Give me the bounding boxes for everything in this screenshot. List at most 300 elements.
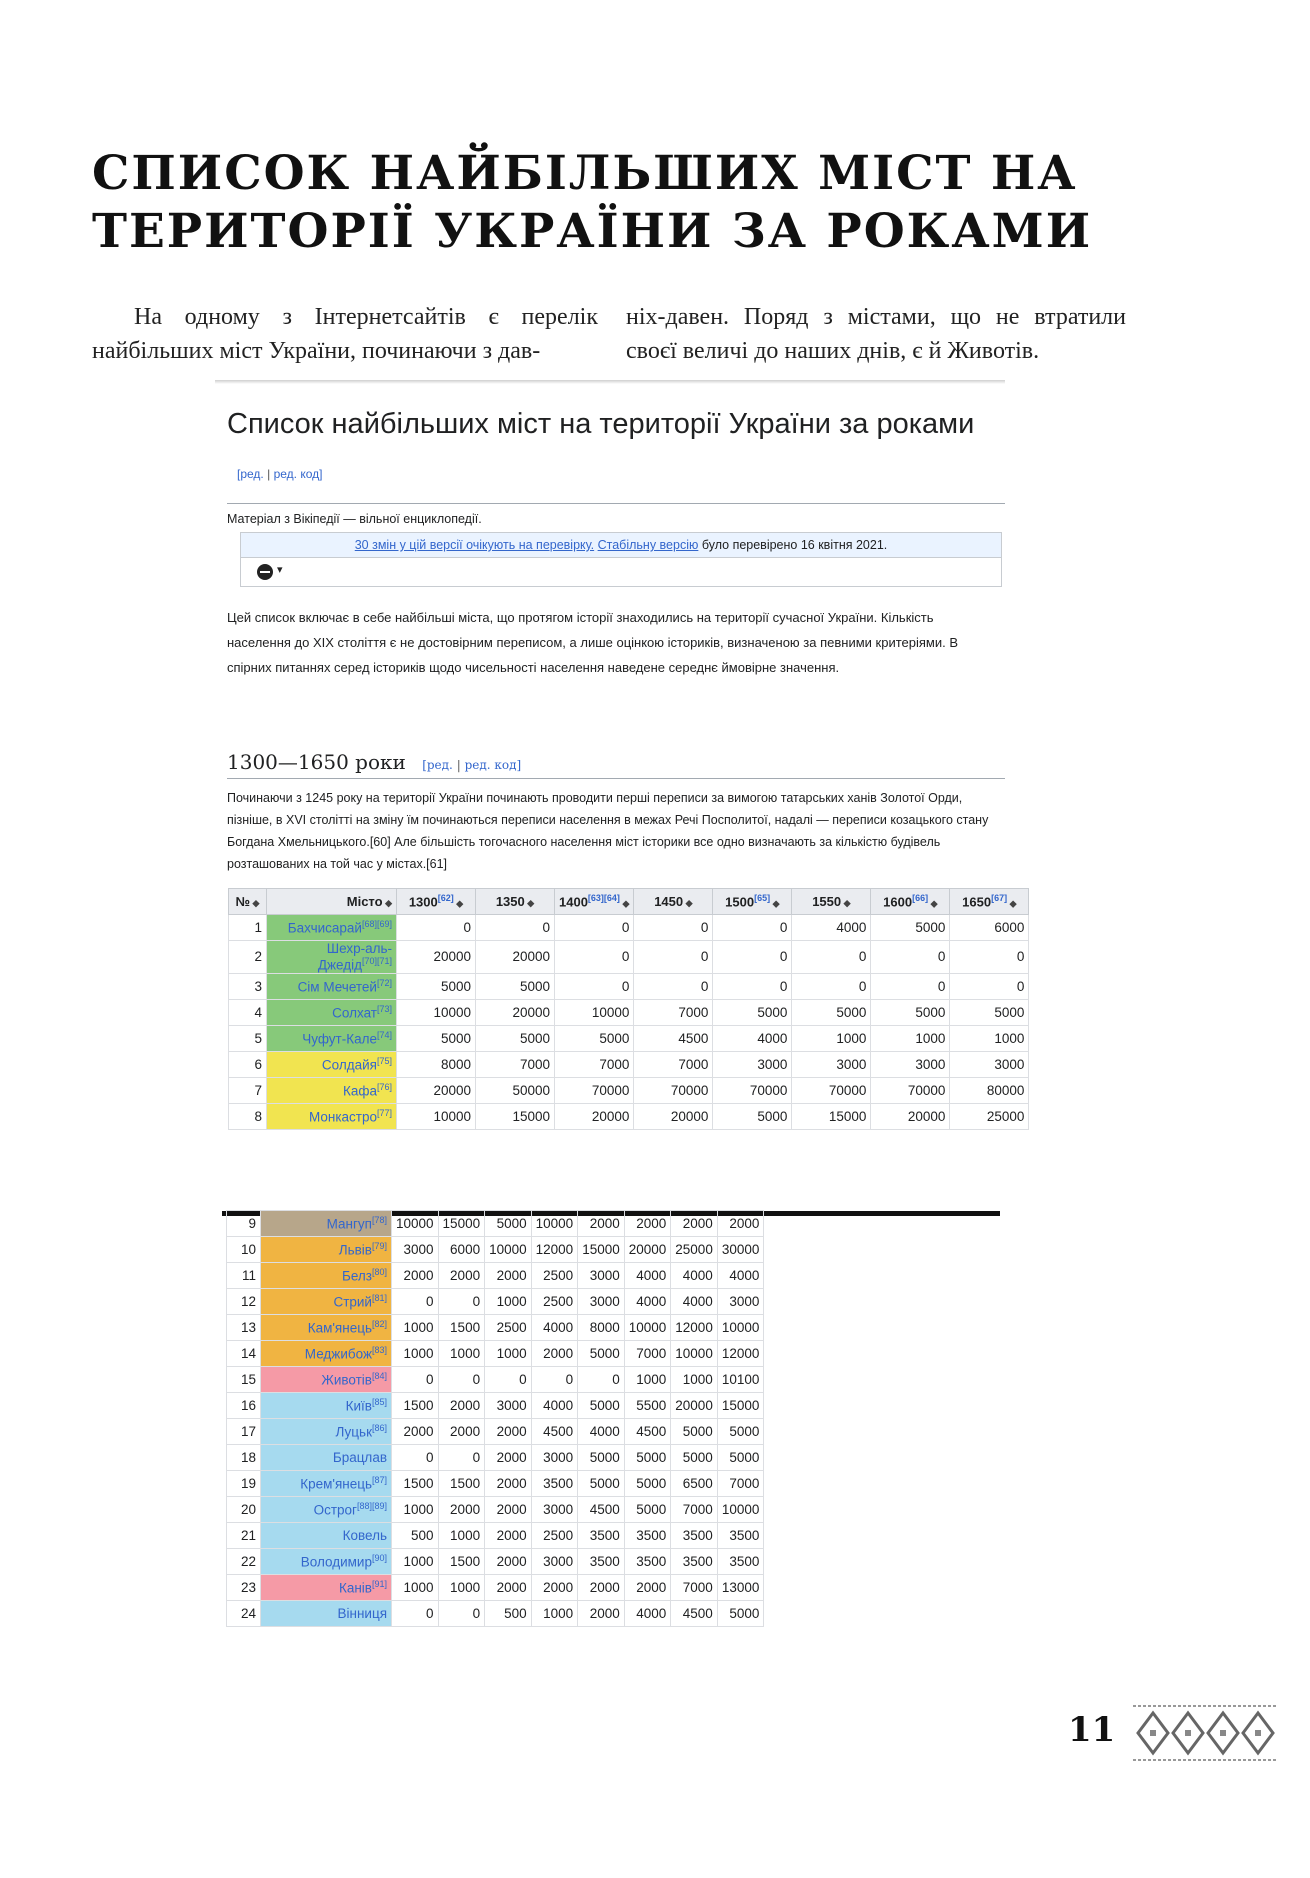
population-cell: 1000 [531,1601,578,1627]
row-number: 18 [227,1445,261,1471]
population-cell: 4000 [624,1601,671,1627]
population-cell: 2000 [578,1601,625,1627]
city-link[interactable]: Острог[88][89] [261,1497,392,1523]
population-cell: 6000 [438,1237,485,1263]
row-number: 15 [227,1367,261,1393]
table-row [227,1289,764,1315]
population-cell: 2000 [438,1393,485,1419]
population-cell: 1000 [671,1367,718,1393]
population-cell: 80000 [950,1077,1029,1103]
row-number: 9 [227,1211,261,1237]
population-cell: 1000 [438,1341,485,1367]
row-number: 24 [227,1601,261,1627]
table-row [229,915,1029,941]
row-number: 16 [227,1393,261,1419]
population-cell: 10000 [397,999,476,1025]
population-cell: 5000 [397,973,476,999]
population-cell: 0 [531,1367,578,1393]
population-cell: 0 [397,915,476,941]
population-cell: 5000 [578,1393,625,1419]
population-cell: 5000 [578,1445,625,1471]
population-cell: 5000 [717,1445,764,1471]
population-cell: 4000 [671,1289,718,1315]
city-link[interactable]: Белз[80] [261,1263,392,1289]
population-cell: 2000 [531,1575,578,1601]
population-cell: 20000 [624,1237,671,1263]
table-row [227,1523,764,1549]
population-cell: 10000 [485,1237,532,1263]
population-cell: 2000 [485,1575,532,1601]
population-cell: 5000 [476,973,555,999]
column-header[interactable]: 1650[67] ◆ [950,889,1029,915]
table-row [229,941,1029,974]
city-link[interactable]: Мангуп[78] [261,1211,392,1237]
population-cell: 0 [634,941,713,974]
population-cell: 1000 [485,1341,532,1367]
table-row [227,1445,764,1471]
population-cell: 5000 [624,1497,671,1523]
review-toggle-row [240,558,1002,587]
population-cell: 0 [392,1367,439,1393]
city-link[interactable]: Бахчисарай[68][69] [267,915,397,941]
population-cell: 7000 [476,1051,555,1077]
table-row [227,1497,764,1523]
population-cell: 1000 [438,1523,485,1549]
population-cell: 0 [555,973,634,999]
population-cell: 0 [713,973,792,999]
population-cell: 4500 [634,1025,713,1051]
column-header[interactable]: 1300[62] ◆ [397,889,476,915]
population-cell: 0 [438,1601,485,1627]
population-cell: 10000 [531,1211,578,1237]
column-header[interactable]: 1350 ◆ [476,889,555,915]
population-cell: 70000 [555,1077,634,1103]
table-row [227,1601,764,1627]
population-cell: 2000 [531,1341,578,1367]
row-number: 21 [227,1523,261,1549]
city-link[interactable]: Солхат[73] [267,999,397,1025]
population-cell: 2500 [531,1523,578,1549]
population-cell: 3000 [950,1051,1029,1077]
population-cell: 1500 [438,1471,485,1497]
sort-icon: ◆ [250,898,260,908]
section-edit-links: [ред. | ред. код] [422,758,522,772]
population-cell: 3500 [624,1549,671,1575]
population-cell: 0 [555,941,634,974]
population-cell: 3000 [713,1051,792,1077]
population-cell: 3500 [717,1523,764,1549]
table-row [227,1575,764,1601]
population-cell: 0 [485,1367,532,1393]
city-link[interactable]: Канів[91] [261,1575,392,1601]
population-cell: 7000 [634,999,713,1025]
city-link[interactable]: Кам'янець[82] [261,1315,392,1341]
population-cell: 3000 [578,1289,625,1315]
sort-icon: ◆ [841,898,851,908]
row-number: 17 [227,1419,261,1445]
population-cell: 0 [713,941,792,974]
population-cell: 2000 [485,1263,532,1289]
population-cell: 70000 [871,1077,950,1103]
population-cell: 4500 [578,1497,625,1523]
embroidery-ornament-icon [1133,1703,1278,1763]
row-number: 19 [227,1471,261,1497]
chevron-down-icon[interactable]: ▾ [277,564,283,576]
pending-changes-link[interactable]: 30 змін у цій версії очікують на перевірку. [354,538,595,552]
sort-icon: ◆ [619,898,630,909]
population-cell: 0 [476,915,555,941]
population-cell: 0 [950,941,1029,974]
wiki-topline [215,380,1005,384]
population-cell: 4000 [531,1393,578,1419]
row-number: 8 [229,1103,267,1129]
section-title: 1300—1650 роки [ред. | ред. код] [227,750,1005,779]
table-row [229,1025,1029,1051]
population-cell: 5000 [871,915,950,941]
population-cell: 12000 [671,1315,718,1341]
cities-table-part1 [228,888,1029,1130]
population-cell: 4500 [624,1419,671,1445]
population-cell: 4500 [671,1601,718,1627]
population-cell: 13000 [717,1575,764,1601]
section-edit-link[interactable]: ред. [426,758,453,772]
intro-right-column: ніх-давен. Поряд з містами, що не втратили своєї величі до наших днів, є й Животів. [626,304,1126,364]
population-cell: 12000 [531,1237,578,1263]
city-link[interactable]: Львів[79] [261,1237,392,1263]
population-cell: 0 [871,973,950,999]
population-cell: 5000 [397,1025,476,1051]
population-cell: 4000 [792,915,871,941]
review-date-text: було перевірено 16 квітня 2021. [701,538,888,552]
population-cell: 5000 [624,1471,671,1497]
population-cell: 4000 [717,1263,764,1289]
population-cell: 7000 [634,1051,713,1077]
population-cell: 0 [555,915,634,941]
population-cell: 5000 [713,1103,792,1129]
city-link[interactable]: Брацлав [261,1445,392,1471]
edit-link[interactable]: ред. [240,467,264,481]
row-number: 10 [227,1237,261,1263]
table-row [227,1419,764,1445]
sort-icon: ◆ [1007,898,1017,909]
population-cell: 8000 [397,1051,476,1077]
table-row [229,1051,1029,1077]
population-cell: 1500 [392,1393,439,1419]
table-row [227,1263,764,1289]
population-cell: 2000 [392,1263,439,1289]
population-cell: 4500 [531,1419,578,1445]
population-cell: 2000 [671,1211,718,1237]
wiki-intro-paragraph: Цей список включає в себе найбільші міста, що протягом історії знаходились на території сучасної України. Кількість населення до XIX століття є не достовірним переписом, а лише оцінкою істориків, визначеною за певними критеріями. В спірних питаннях серед істориків щодо чисельності населення наведене середнє ймовірне значення. [227,610,958,675]
sort-icon: ◆ [770,898,780,909]
population-cell: 20000 [871,1103,950,1129]
population-cell: 2000 [438,1497,485,1523]
table-row [227,1549,764,1575]
population-cell: 4000 [578,1419,625,1445]
table-row [227,1341,764,1367]
column-header[interactable]: 1500[65] ◆ [713,889,792,915]
population-cell: 5000 [555,1025,634,1051]
population-cell: 0 [792,973,871,999]
population-cell: 0 [634,973,713,999]
column-header[interactable]: Місто ◆ [267,889,397,915]
population-cell: 10000 [671,1341,718,1367]
stable-version-link[interactable]: Стабільну версію [597,538,699,552]
population-cell: 20000 [476,941,555,974]
city-link[interactable]: Вінниця [261,1601,392,1627]
population-cell: 4000 [624,1263,671,1289]
population-cell: 5000 [871,999,950,1025]
population-cell: 2000 [485,1471,532,1497]
city-link[interactable]: Луцьк[86] [261,1419,392,1445]
population-cell: 1000 [624,1367,671,1393]
population-cell: 0 [634,915,713,941]
population-cell: 7000 [624,1341,671,1367]
population-cell: 5000 [578,1471,625,1497]
population-cell: 4000 [531,1315,578,1341]
population-cell: 2000 [485,1549,532,1575]
population-cell: 20000 [397,941,476,974]
population-cell: 2000 [624,1211,671,1237]
population-cell: 10000 [717,1497,764,1523]
population-cell: 0 [578,1367,625,1393]
population-cell: 5000 [485,1211,532,1237]
column-header[interactable]: 1450 ◆ [634,889,713,915]
population-cell: 3000 [531,1549,578,1575]
table-row [229,999,1029,1025]
review-notice [240,532,1002,558]
population-cell: 3500 [578,1549,625,1575]
population-cell: 70000 [634,1077,713,1103]
population-cell: 7000 [555,1051,634,1077]
population-cell: 5000 [578,1341,625,1367]
population-cell: 2000 [485,1419,532,1445]
population-cell: 0 [392,1289,439,1315]
population-cell: 1500 [438,1549,485,1575]
population-cell: 4000 [671,1263,718,1289]
city-link[interactable]: Солдайя[75] [267,1051,397,1077]
population-cell: 15000 [578,1237,625,1263]
population-cell: 1000 [392,1315,439,1341]
population-cell: 6500 [671,1471,718,1497]
population-cell: 8000 [578,1315,625,1341]
city-link[interactable]: Шехр-аль-Джедід[70][71] [267,941,397,974]
population-cell: 3500 [671,1549,718,1575]
row-number: 2 [229,941,267,974]
population-cell: 2500 [531,1263,578,1289]
city-link[interactable]: Меджибож[83] [261,1341,392,1367]
row-number: 13 [227,1315,261,1341]
population-cell: 0 [438,1289,485,1315]
population-cell: 5000 [717,1419,764,1445]
population-cell: 25000 [950,1103,1029,1129]
population-cell: 7000 [717,1471,764,1497]
table-row [227,1471,764,1497]
wiki-screenshot [215,380,1005,680]
population-cell: 2500 [531,1289,578,1315]
intro-left-column: На одному з Інтернетсайтів є перелік найбільших міст України, починаючи з дав- [92,304,598,364]
population-cell: 1000 [392,1497,439,1523]
page-number: 11 [1068,1710,1116,1750]
population-cell: 3000 [485,1393,532,1419]
population-cell: 10000 [717,1315,764,1341]
population-cell: 6000 [950,915,1029,941]
population-cell: 70000 [792,1077,871,1103]
edit-links: [ред. | ред. код] [237,467,323,481]
city-link[interactable]: Животів[84] [261,1367,392,1393]
column-header[interactable]: 1550 ◆ [792,889,871,915]
row-number: 22 [227,1549,261,1575]
population-cell: 2000 [624,1575,671,1601]
population-cell: 7000 [671,1497,718,1523]
table-row [227,1237,764,1263]
population-cell: 5000 [717,1601,764,1627]
row-number: 5 [229,1025,267,1051]
population-cell: 10000 [555,999,634,1025]
population-cell: 15000 [438,1211,485,1237]
population-cell: 1000 [485,1289,532,1315]
sort-icon: ◆ [928,898,938,909]
wiki-article-title [227,402,1005,504]
table-row [229,973,1029,999]
population-cell: 500 [485,1601,532,1627]
row-number: 6 [229,1051,267,1077]
population-cell: 5000 [671,1419,718,1445]
population-cell: 1000 [392,1549,439,1575]
population-cell: 0 [438,1445,485,1471]
population-cell: 20000 [555,1103,634,1129]
population-cell: 2000 [392,1419,439,1445]
population-cell: 0 [392,1445,439,1471]
city-link[interactable]: Володимир[90] [261,1549,392,1575]
table-row [227,1315,764,1341]
population-cell: 1000 [438,1575,485,1601]
page-heading: СПИСОК НАЙБІЛЬШИХ МІСТ НА ТЕРИТОРІЇ УКРАЇНИ ЗА РОКАМИ [92,146,1093,259]
column-header[interactable]: 1400[63][64] ◆ [555,889,634,915]
row-number: 1 [229,915,267,941]
population-cell: 0 [392,1601,439,1627]
population-cell: 3500 [624,1523,671,1549]
row-number: 3 [229,973,267,999]
population-cell: 12000 [717,1341,764,1367]
population-cell: 1500 [392,1471,439,1497]
population-cell: 0 [950,973,1029,999]
population-cell: 4000 [713,1025,792,1051]
population-cell: 0 [871,941,950,974]
population-cell: 3500 [578,1523,625,1549]
population-cell: 2500 [485,1315,532,1341]
table-row [227,1393,764,1419]
population-cell: 0 [713,915,792,941]
population-cell: 3000 [392,1237,439,1263]
wiki-title-text: Список найбільших міст на території України за роками [227,408,975,440]
population-cell: 1000 [392,1341,439,1367]
population-cell: 500 [392,1523,439,1549]
population-cell: 3000 [792,1051,871,1077]
population-cell: 2000 [438,1263,485,1289]
population-cell: 2000 [485,1497,532,1523]
population-cell: 20000 [671,1393,718,1419]
population-cell: 1500 [438,1315,485,1341]
population-cell: 7000 [671,1575,718,1601]
city-link[interactable]: Київ[85] [261,1393,392,1419]
city-link[interactable]: Кафа[76] [267,1077,397,1103]
table-row [227,1211,764,1237]
row-number: 11 [227,1263,261,1289]
table-row [227,1367,764,1393]
population-cell: 10100 [717,1367,764,1393]
population-cell: 3500 [671,1523,718,1549]
row-number: 23 [227,1575,261,1601]
population-cell: 1000 [792,1025,871,1051]
row-number: 12 [227,1289,261,1315]
population-cell: 15000 [717,1393,764,1419]
population-cell: 25000 [671,1237,718,1263]
table-row [229,1077,1029,1103]
sort-icon: ◆ [453,898,464,909]
population-cell: 2000 [485,1445,532,1471]
population-cell: 3500 [717,1549,764,1575]
population-cell: 70000 [713,1077,792,1103]
city-link[interactable]: Ковель [261,1523,392,1549]
section-edit-code-link[interactable]: ред. код [464,758,517,772]
population-cell: 0 [438,1367,485,1393]
sort-icon: ◆ [683,898,693,908]
population-cell: 2000 [578,1211,625,1237]
minus-circle-icon[interactable] [257,564,273,580]
population-cell: 20000 [476,999,555,1025]
sort-icon: ◆ [382,898,392,908]
city-link[interactable]: Стрий[81] [261,1289,392,1315]
population-cell: 1000 [392,1575,439,1601]
population-cell: 1000 [950,1025,1029,1051]
population-cell: 10000 [397,1103,476,1129]
cities-table-part2 [226,1210,764,1627]
population-cell: 3000 [871,1051,950,1077]
row-number: 7 [229,1077,267,1103]
population-cell: 2000 [485,1523,532,1549]
row-number: 14 [227,1341,261,1367]
population-cell: 5000 [950,999,1029,1025]
column-header[interactable]: № ◆ [229,889,267,915]
population-cell: 10000 [392,1211,439,1237]
row-number: 20 [227,1497,261,1523]
edit-code-link[interactable]: ред. код [273,467,320,481]
population-cell: 5000 [476,1025,555,1051]
population-cell: 2000 [578,1575,625,1601]
population-cell: 3000 [531,1445,578,1471]
row-number: 4 [229,999,267,1025]
population-cell: 5000 [792,999,871,1025]
population-cell: 15000 [792,1103,871,1129]
city-link[interactable]: Чуфут-Кале[74] [267,1025,397,1051]
population-cell: 3000 [578,1263,625,1289]
population-cell: 5000 [713,999,792,1025]
population-cell: 5500 [624,1393,671,1419]
population-cell: 20000 [634,1103,713,1129]
column-header[interactable]: 1600[66] ◆ [871,889,950,915]
city-link[interactable]: Сім Мечетей[72] [267,973,397,999]
population-cell: 1000 [871,1025,950,1051]
wiki-subtitle: Матеріал з Вікіпедії — вільної енциклопедії. [227,512,482,526]
city-link[interactable]: Монкастро[77] [267,1103,397,1129]
population-cell: 4000 [624,1289,671,1315]
population-cell: 5000 [671,1445,718,1471]
section-1300-1650 [215,750,1005,875]
population-cell: 10000 [624,1315,671,1341]
population-cell: 30000 [717,1237,764,1263]
city-link[interactable]: Крем'янець[87] [261,1471,392,1497]
